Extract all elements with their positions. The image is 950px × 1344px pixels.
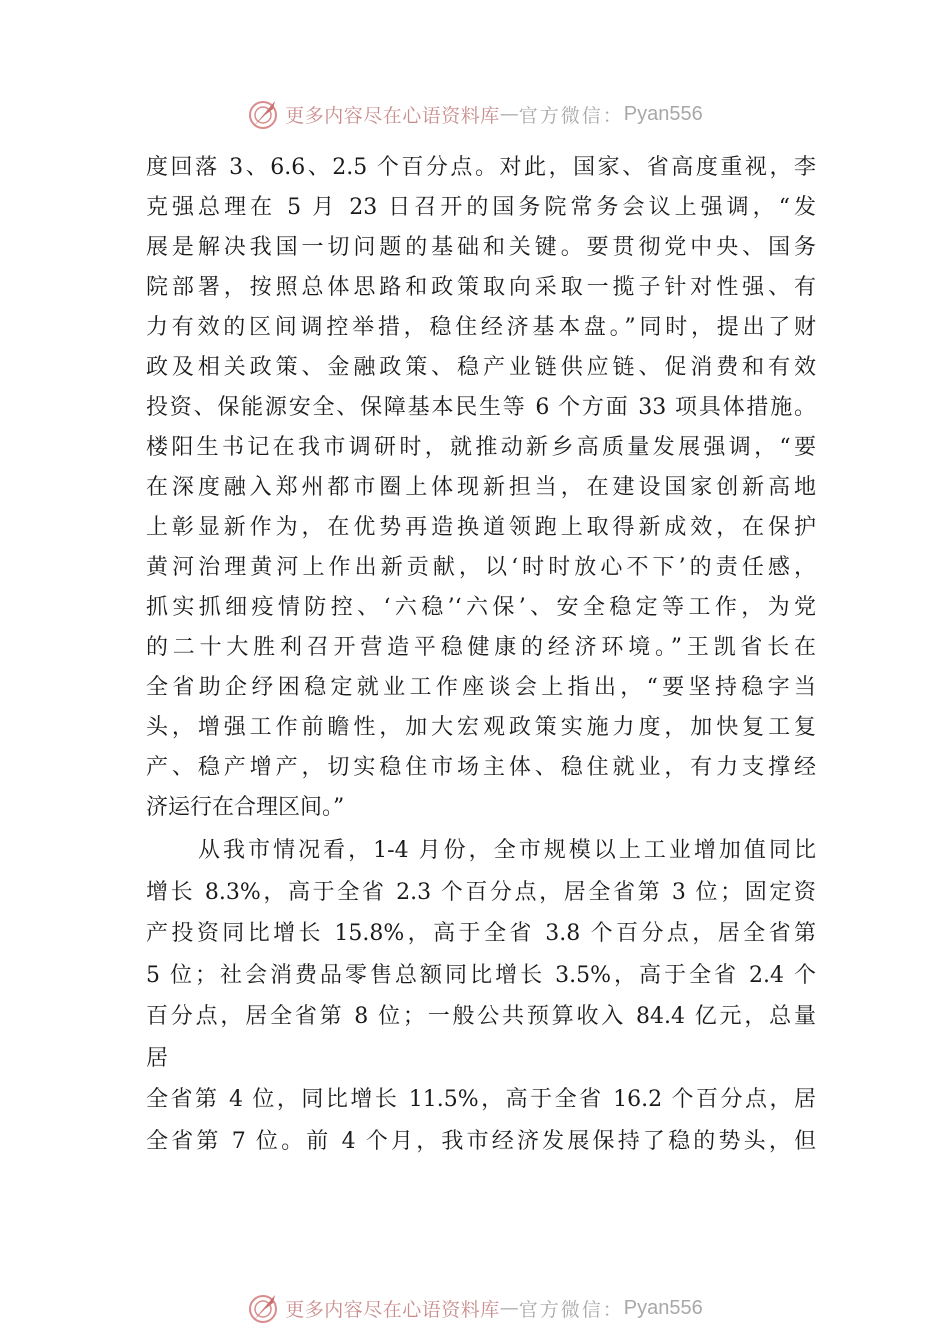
text-line: 力有效的区间调控举措，稳住经济基本盘。”同时，提出了财: [146, 315, 816, 340]
document-body: [146, 148, 816, 1162]
text-line: 头，增强工作前瞻性，加大宏观政策实施力度，加快复工复: [146, 715, 816, 740]
watermark-wechat-id: Pyan556: [623, 1296, 703, 1319]
text-line: 抓实抓细疫情防控、‘六稳’‘六保’、安全稳定等工作，为党: [146, 595, 816, 620]
text-line: 展是解决我国一切问题的基础和关键。要贯彻党中央、国务: [146, 235, 816, 260]
feather-logo-icon: [247, 1291, 281, 1325]
watermark-separator: —: [499, 103, 519, 125]
text-line: 全省第 7 位。前 4 个月，我市经济发展保持了稳的势头，但: [146, 1128, 816, 1154]
text-line: 产投资同比增长 15.8%，高于全省 3.8 个百分点，居全省第: [146, 921, 816, 946]
text-line: 全省助企纾困稳定就业工作座谈会上指出，“要坚持稳字当: [146, 675, 816, 700]
watermark-separator: —: [499, 1297, 519, 1319]
text-line: 居: [146, 1045, 169, 1071]
header-watermark: [0, 94, 950, 134]
footer-watermark: [0, 1288, 950, 1328]
text-line: 楼阳生书记在我市调研时，就推动新乡高质量发展强调，“要: [146, 435, 816, 460]
paragraph-2: [146, 830, 816, 1162]
text-line: 度回落 3、6.6、2.5 个百分点。对此，国家、省高度重视，李: [146, 155, 816, 180]
text-line: 从我市情况看，1-4 月份，全市规模以上工业增加值同比: [198, 838, 816, 863]
text-line: 济运行在合理区间。”: [146, 795, 345, 820]
watermark-title: 更多内容尽在心语资料库: [285, 104, 500, 127]
paragraph-1: [146, 148, 816, 828]
text-line: 在深度融入郑州都市圈上体现新担当，在建设国家创新高地: [146, 475, 816, 500]
watermark-label: 官方微信：: [518, 104, 624, 127]
watermark-wechat-id: Pyan556: [623, 102, 703, 125]
text-line: 产、稳产增产，切实稳住市场主体、稳住就业，有力支撑经: [146, 755, 816, 780]
text-line: 全省第 4 位，同比增长 11.5%，高于全省 16.2 个百分点，居: [146, 1087, 816, 1112]
text-line: 增长 8.3%，高于全省 2.3 个百分点，居全省第 3 位；固定资: [146, 879, 816, 905]
text-line: 5 位；社会消费品零售总额同比增长 3.5%，高于全省 2.4 个: [146, 962, 816, 988]
text-line: 投资、保能源安全、保障基本民生等 6 个方面 33 项具体措施。: [146, 395, 816, 420]
text-line: 上彰显新作为，在优势再造换道领跑上取得新成效，在保护: [146, 515, 816, 540]
text-line: 克强总理在 5 月 23 日召开的国务院常务会议上强调，“发: [146, 195, 816, 220]
watermark-label: 官方微信：: [518, 1298, 624, 1321]
watermark-title: 更多内容尽在心语资料库: [285, 1298, 500, 1321]
text-line: 的二十大胜利召开营造平稳健康的经济环境。”王凯省长在: [146, 635, 816, 660]
feather-logo-icon: [247, 97, 281, 131]
text-line: 院部署，按照总体思路和政策取向采取一揽子针对性强、有: [146, 275, 816, 300]
text-line: 黄河治理黄河上作出新贡献，以‘时时放心不下’的责任感，: [146, 555, 816, 580]
text-line: 政及相关政策、金融政策、稳产业链供应链、促消费和有效: [146, 355, 816, 380]
text-line: 百分点，居全省第 8 位；一般公共预算收入 84.4 亿元，总量: [146, 1004, 816, 1029]
